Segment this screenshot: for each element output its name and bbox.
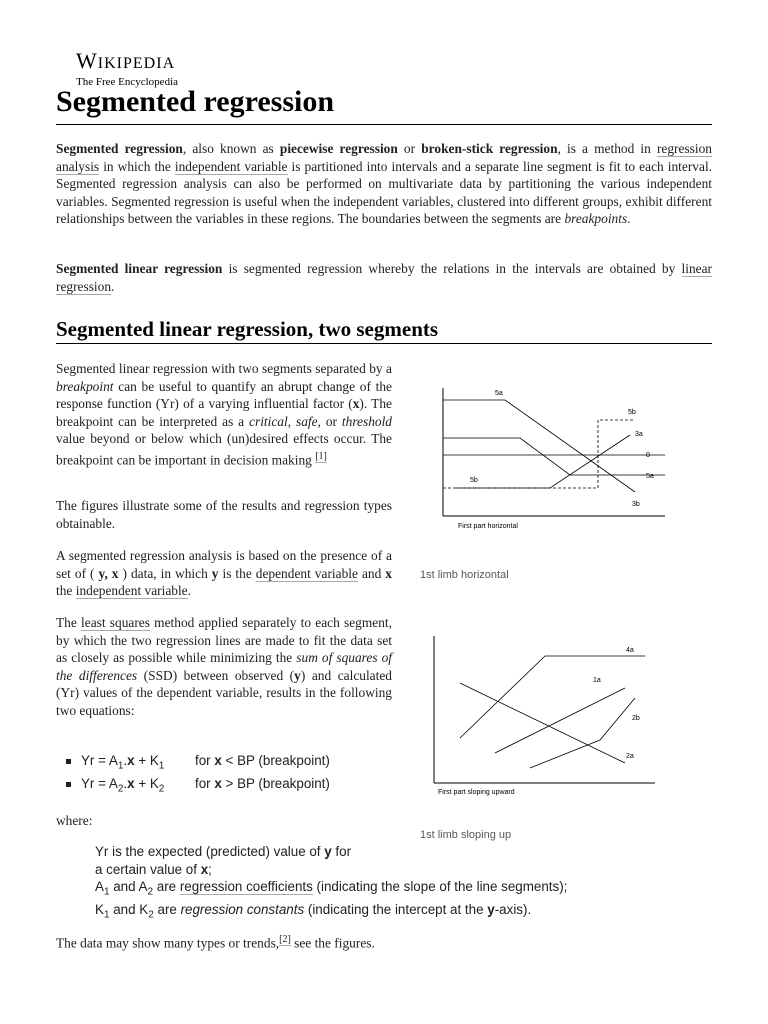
text: value beyond or below which (un)desired effects occur. The breakpoint can be important in decision making xyxy=(56,431,392,468)
line-2a xyxy=(460,683,625,763)
intro-paragraph xyxy=(56,140,712,228)
subscript: 2 xyxy=(158,783,165,795)
section-paragraph-3 xyxy=(56,547,392,600)
text: . xyxy=(627,211,631,227)
logo-letter: I xyxy=(97,55,105,72)
text: for xyxy=(331,844,352,859)
term-bold: y xyxy=(324,844,332,859)
subscript: 1 xyxy=(103,886,110,898)
text: (indicating the slope of the line segments); xyxy=(312,879,568,894)
text: Yr is the expected (predicted) value of xyxy=(95,844,325,859)
logo-letter: I xyxy=(156,55,163,72)
text: in which the xyxy=(99,158,175,174)
term-bold: Segmented linear regression xyxy=(56,261,223,276)
text: Yr = A xyxy=(81,753,118,768)
page-title: Segmented regression xyxy=(56,85,335,118)
term-bold: x xyxy=(200,861,209,877)
subscript: 1 xyxy=(103,909,110,921)
term-bold: x xyxy=(214,776,222,791)
term-bold: x xyxy=(127,753,135,768)
condition-2 xyxy=(195,773,330,795)
link-dependent-variable[interactable]: dependent variable xyxy=(255,565,358,581)
text: ; xyxy=(208,861,212,877)
term-bold: y xyxy=(487,902,495,918)
section-heading: Segmented linear regression, two segments xyxy=(56,317,439,341)
text: and xyxy=(357,565,386,581)
term-italic: breakpoints xyxy=(564,211,628,227)
text: The xyxy=(56,615,82,630)
text: and A xyxy=(109,879,148,894)
label-5a-right: 5a xyxy=(646,473,654,480)
text: (SSD) between observed ( xyxy=(137,667,295,683)
section-paragraph-1 xyxy=(56,360,392,469)
section-paragraph-2: The figures illustrate some of the results and regression types obtainable. xyxy=(56,498,392,531)
subscript: 2 xyxy=(117,783,124,795)
definitions xyxy=(95,843,715,924)
subscript: 1 xyxy=(117,760,124,772)
text: see the figures. xyxy=(290,935,375,951)
term-bold: x xyxy=(385,565,392,581)
text: can be useful to quantify an abrupt change of the response function (Yr) of a varying influential factor ( xyxy=(56,378,392,412)
intro-paragraph-2 xyxy=(56,260,712,295)
text: . xyxy=(123,753,128,768)
link-regression-analysis[interactable]: regression analysis xyxy=(56,141,712,174)
term-bold: y, x xyxy=(98,565,119,581)
term-italic: safe xyxy=(296,413,318,429)
section-paragraph-4 xyxy=(56,614,392,720)
text: A segmented regression analysis is based on the presence of a set of ( xyxy=(56,548,392,581)
term-bold: x xyxy=(352,396,360,412)
logo-tagline: The Free Encyclopedia xyxy=(76,76,179,88)
link-regression-coefficients[interactable]: regression coefficients xyxy=(179,879,313,894)
text: Yr = A xyxy=(81,776,118,791)
section-divider xyxy=(56,343,712,344)
text: + K xyxy=(134,776,159,791)
text: ) and calculated (Yr) values of the dependent variable, results in the following two equations: xyxy=(56,667,392,718)
subscript: 2 xyxy=(148,909,154,921)
text: is the xyxy=(218,565,256,581)
text: > BP (breakpoint) xyxy=(221,776,330,791)
text: is partitioned into intervals and a separate line segment is fit to each interval. Segmented regression analysis can also be performed on multivariate data by partitioning the various independent variables. Segmented regression is useful when the independent variables, clustered into different groups, exhibit different relationships between the variables in these regions. The boundaries between the segments are xyxy=(56,158,713,227)
text: a certain value of xyxy=(95,861,201,877)
definition-yr xyxy=(95,843,715,861)
text: or xyxy=(397,141,422,156)
equation-2 xyxy=(66,773,396,801)
term-bold: Segmented regression xyxy=(56,141,183,156)
text: , also known as xyxy=(182,141,280,156)
text: . xyxy=(187,583,191,599)
logo-letter: K xyxy=(104,55,117,72)
label-5b-left: 5b xyxy=(470,477,478,484)
label-1a: 1a xyxy=(593,677,601,684)
text: Segmented linear regression with two segments separated by a xyxy=(56,361,392,376)
text: < BP (breakpoint) xyxy=(221,753,330,768)
figure-1-caption: 1st limb horizontal xyxy=(420,569,509,581)
text: K xyxy=(95,902,104,918)
definition-yr-cont xyxy=(95,861,715,879)
figure-2-inner-caption: First part sloping upward xyxy=(438,789,515,796)
term-bold: broken-stick regression xyxy=(421,141,558,156)
definition-k xyxy=(95,901,715,924)
term-bold: x xyxy=(127,776,135,791)
label-5a-top: 5a xyxy=(495,390,503,397)
bullet xyxy=(66,759,71,764)
line-4a xyxy=(460,656,645,738)
term-bold: piecewise regression xyxy=(279,141,398,156)
text: is segmented regression whereby the relations in the intervals are obtained by xyxy=(222,261,682,276)
line-5a-lower xyxy=(443,438,665,475)
text: ) data, in which xyxy=(118,565,212,581)
text: . xyxy=(111,278,115,294)
text: -axis). xyxy=(494,902,532,918)
text: + K xyxy=(134,753,159,768)
logo-letter: P xyxy=(122,55,133,72)
link-linear-regression[interactable]: linear regression xyxy=(56,261,712,294)
label-0: 0 xyxy=(646,452,650,459)
text: are xyxy=(153,879,180,894)
line-3a xyxy=(455,435,630,488)
term-bold: y xyxy=(294,667,301,683)
condition-1 xyxy=(195,750,330,772)
text: (indicating the intercept at the xyxy=(304,902,488,918)
text: , is a method in xyxy=(557,141,657,156)
link-least-squares[interactable]: least squares xyxy=(81,615,150,630)
text: the xyxy=(56,583,76,599)
logo-wordmark xyxy=(76,50,178,75)
text: , xyxy=(287,413,296,429)
link-independent-variable[interactable]: independent variable xyxy=(174,158,288,174)
logo-letter: W xyxy=(76,48,98,73)
subscript: 2 xyxy=(147,886,154,898)
label-2b: 2b xyxy=(632,715,640,722)
reference-2[interactable]: [2] xyxy=(279,934,291,945)
line-1a xyxy=(495,688,625,753)
term-italic: regression constants xyxy=(180,902,305,918)
text: for xyxy=(195,776,215,791)
where-label: where: xyxy=(56,813,93,828)
logo-letter: E xyxy=(132,55,144,72)
term-bold: x xyxy=(214,753,222,768)
term-italic: threshold xyxy=(341,413,392,429)
definition-a xyxy=(95,878,715,901)
figure-1-inner-caption: First part horizontal xyxy=(458,523,518,530)
label-5b-top: 5b xyxy=(628,409,636,416)
text: . xyxy=(123,776,128,791)
term-italic: breakpoint xyxy=(56,378,114,394)
term-italic: critical xyxy=(249,413,288,429)
label-3a: 3a xyxy=(635,431,643,438)
label-4a: 4a xyxy=(626,647,634,654)
text: , or xyxy=(317,413,342,429)
text: A xyxy=(95,879,104,894)
logo-letter: I xyxy=(116,55,123,72)
term-bold: y xyxy=(211,565,219,581)
bullet xyxy=(66,782,71,787)
line-2b xyxy=(530,698,635,768)
text: The data may show many types or trends, xyxy=(56,935,280,951)
text: and K xyxy=(109,902,149,918)
closing-paragraph xyxy=(56,931,375,952)
title-divider xyxy=(56,124,712,125)
figure-1-image[interactable] xyxy=(420,380,680,540)
link-independent-variable-2[interactable]: independent variable xyxy=(75,583,188,599)
term-italic: sum of squares of the differences xyxy=(56,650,392,683)
subscript: 1 xyxy=(158,760,165,772)
reference-1[interactable]: [1] xyxy=(315,450,327,462)
figure-2-image[interactable] xyxy=(420,628,680,803)
logo-letter: D xyxy=(143,55,157,72)
label-2a: 2a xyxy=(626,753,634,760)
text: are xyxy=(153,902,181,918)
figure-2-caption: 1st limb sloping up xyxy=(420,829,512,841)
logo-letter: A xyxy=(162,55,176,72)
text: ). The breakpoint can be interpreted as a xyxy=(56,396,392,429)
text: for xyxy=(195,753,215,768)
text: method applied separately to each segment, by which the two regression lines are made to fit the data set as closely as possible while minimizing the xyxy=(56,615,392,666)
label-3b: 3b xyxy=(632,501,640,508)
